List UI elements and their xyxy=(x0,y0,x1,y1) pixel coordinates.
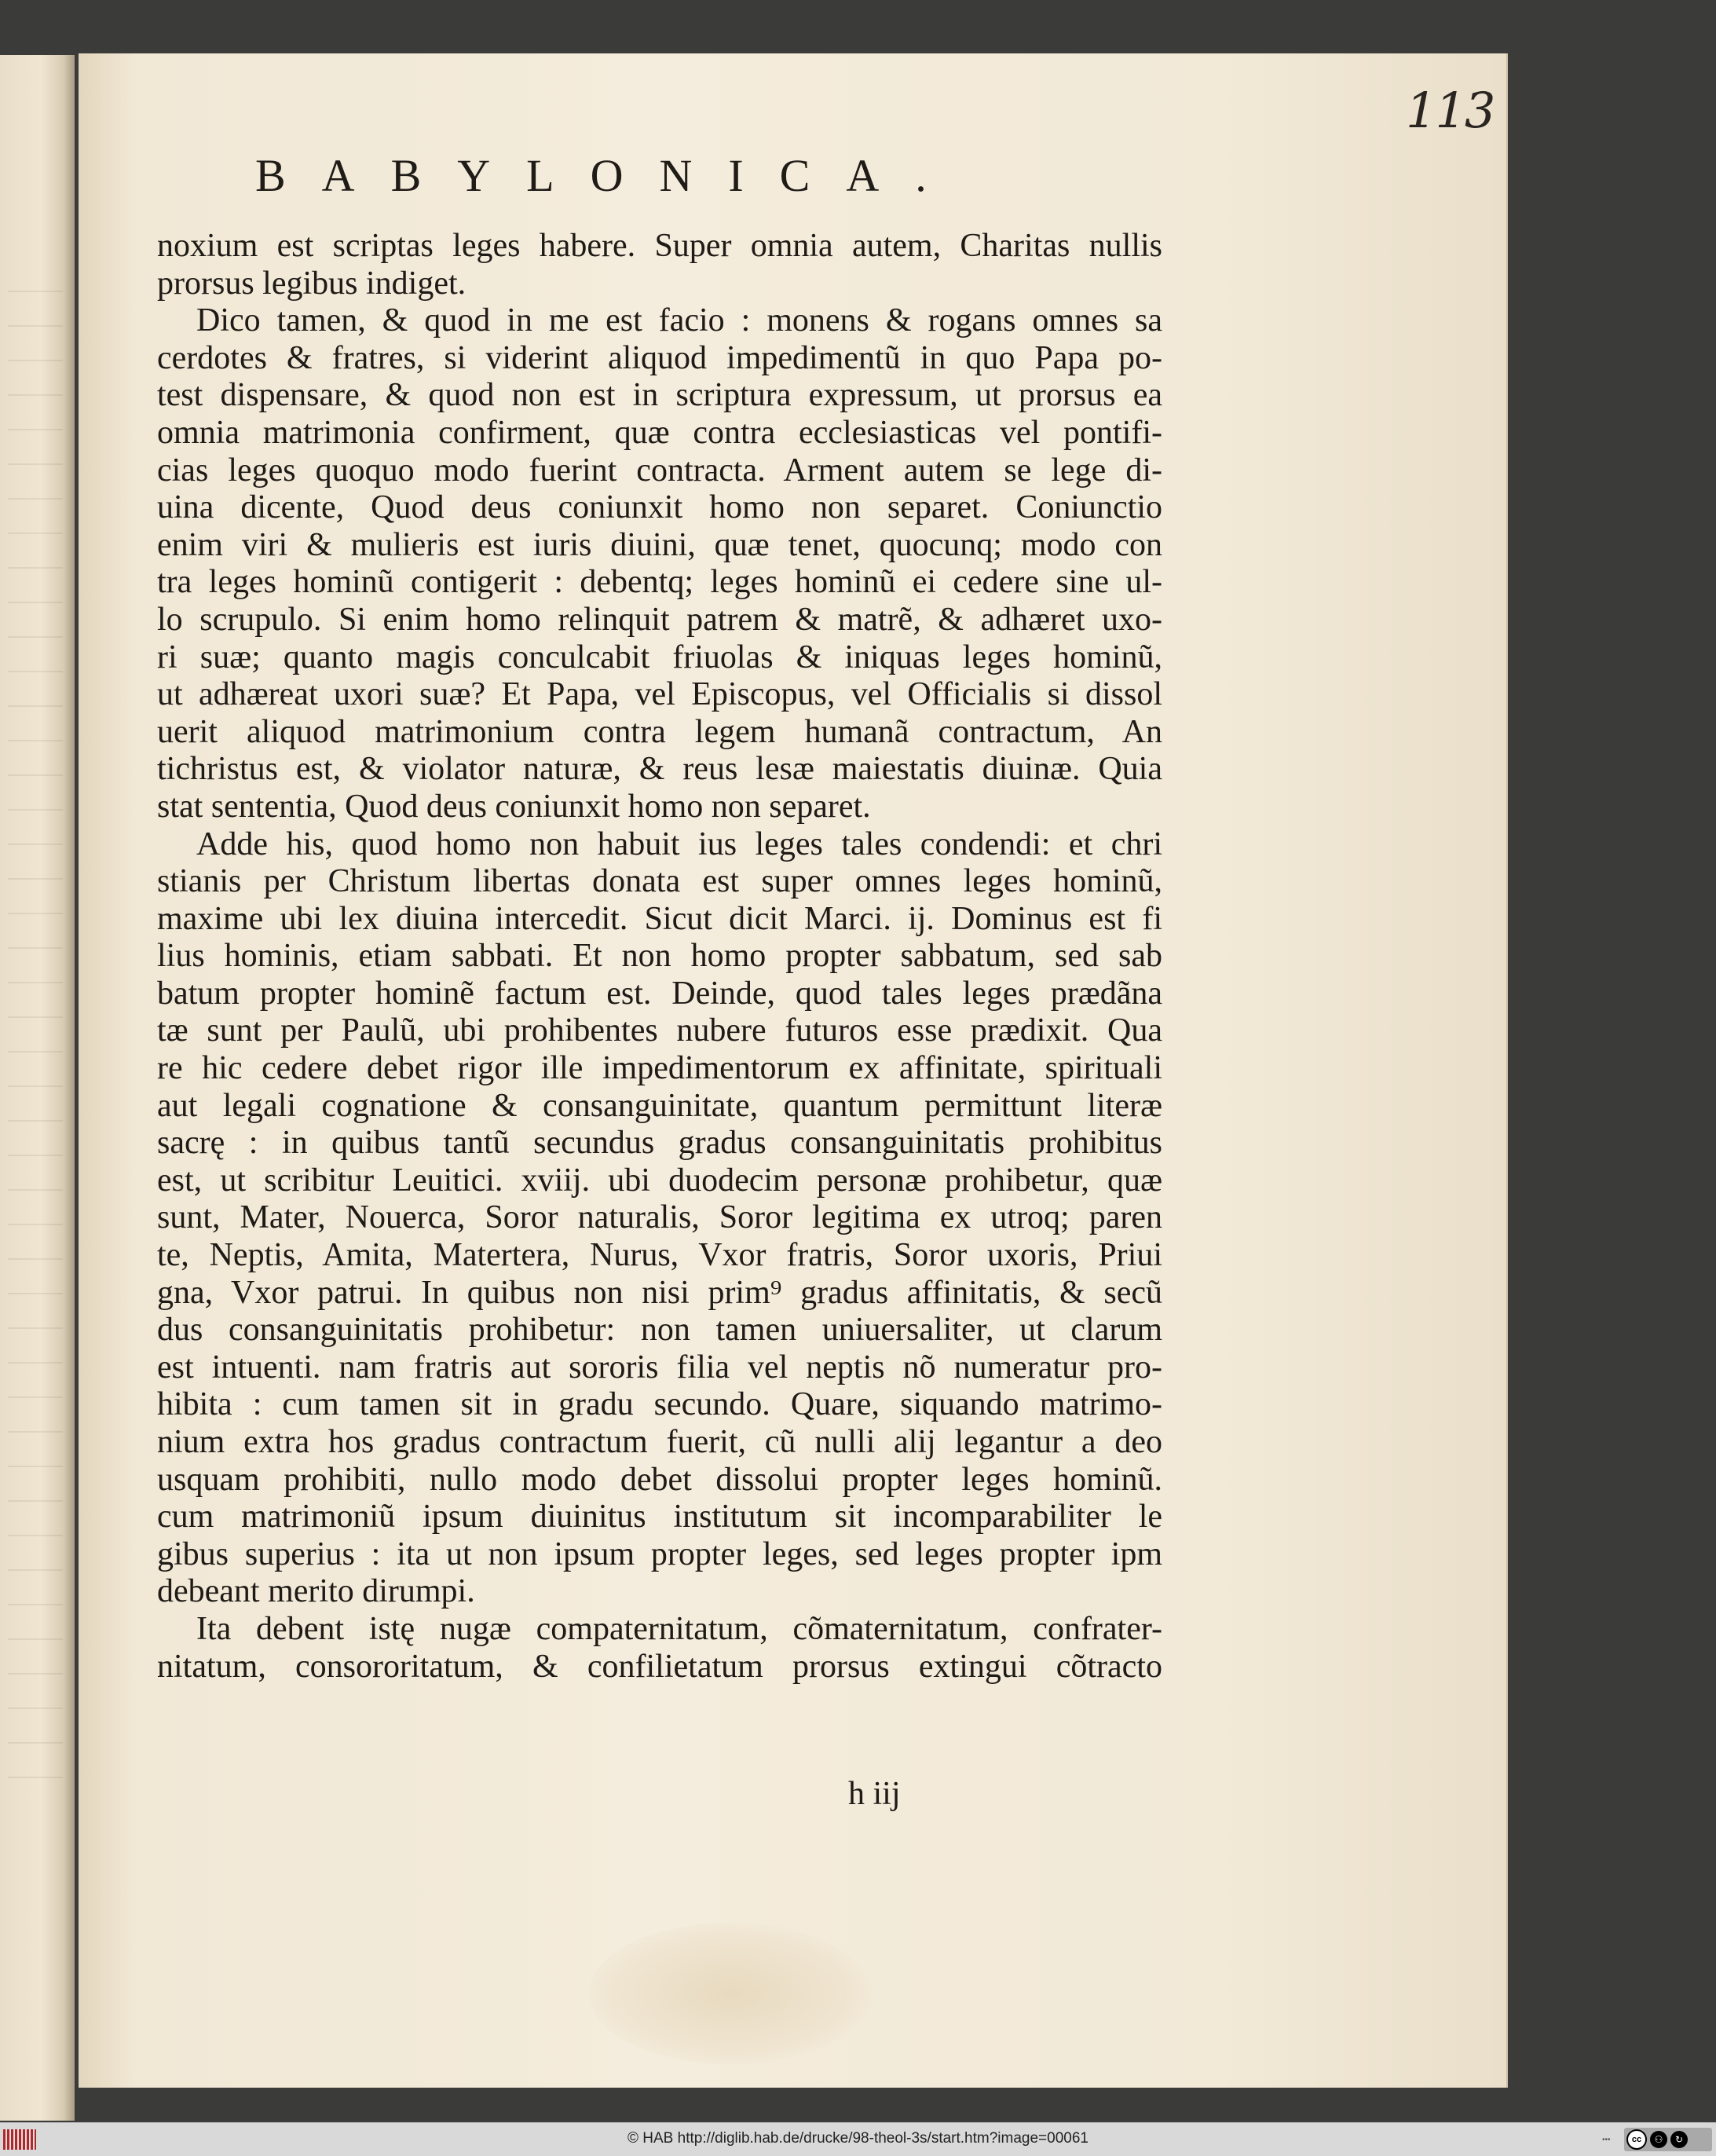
text-line: gna, Vxor patrui. In quibus non nisi prim⁹ gradus affinitatis, & secũ xyxy=(157,1274,1162,1311)
text-line: prorsus legibus indiget. xyxy=(157,265,467,302)
text-line: Ita debent istę nugæ compaternitatum, cõmaternitatum, confrater- xyxy=(196,1610,1162,1647)
text-line: lo scrupulo. Si enim homo relinquit patrem & matrẽ, & adhæret uxo- xyxy=(157,601,1162,638)
by-icon: ⚇ xyxy=(1650,2131,1667,2148)
text-line: sacrę : in quibus tantũ secundus gradus consanguinitatis prohibitus xyxy=(157,1125,1162,1162)
text-line: stat sententia, Quod deus coniunxit homo non separet. xyxy=(157,788,871,825)
text-line: hibita : cum tamen sit in gradu secundo. Quare, siquando matrimo- xyxy=(157,1386,1162,1423)
text-line: cias leges quoquo modo fuerint contracta. Arment autem se lege di- xyxy=(157,452,1162,489)
text-line: sunt, Mater, Nouerca, Soror naturalis, Soror legitima ex utroq; paren xyxy=(157,1199,1162,1236)
footer-credit[interactable]: © HAB http://diglib.hab.de/drucke/98-theol-3s/start.htm?image=00061 xyxy=(627,2130,1089,2147)
text-line: batum propter hominẽ factum est. Deinde, quod tales leges prædãna xyxy=(157,975,1162,1012)
text-line: lius hominis, etiam sabbati. Et non homo propter sabbatum, sed sab xyxy=(157,938,1162,975)
text-line: nium extra hos gradus contractum fuerit, cũ nulli alij legantur a deo xyxy=(157,1424,1162,1460)
running-head: BABYLONICA. xyxy=(255,150,963,201)
cc-icon: cc xyxy=(1626,2129,1647,2150)
sa-icon: ↻ xyxy=(1670,2131,1688,2148)
text-line: Adde his, quod homo non habuit ius leges tales condendi: et chri xyxy=(196,825,1162,862)
text-line: cerdotes & fratres, si viderint aliquod impedimentũ in quo Papa po- xyxy=(157,339,1162,376)
text-line: cum matrimoniũ ipsum diuinitus institutum sit incomparabiliter le xyxy=(157,1499,1162,1536)
text-line: Dico tamen, & quod in me est facio : monens & rogans omnes sa xyxy=(196,302,1162,339)
text-line: re hic cedere debet rigor ille impedimentorum ex affinitate, spirituali xyxy=(157,1050,1162,1087)
text-line: uerit aliquod matrimonium contra legem humanã contractum, An xyxy=(157,713,1162,750)
text-line: tra leges hominũ contigerit : debentq; leges hominũ ei cedere sine ul- xyxy=(157,564,1162,601)
text-line: usquam prohibiti, nullo modo debet dissolui propter leges hominũ. xyxy=(157,1461,1162,1498)
text-line: te, Neptis, Amita, Matertera, Nurus, Vxor fratris, Soror uxoris, Priui xyxy=(157,1237,1162,1274)
text-line: uina dicente, Quod deus coniunxit homo non separet. Coniunctio xyxy=(157,489,1162,526)
text-line: aut legali cognatione & consanguinitate, quantum permittunt literæ xyxy=(157,1087,1162,1124)
text-line: ut adhæreat uxori suæ? Et Papa, vel Episcopus, vel Officialis si dissol xyxy=(157,676,1162,713)
previous-page-bleed-text xyxy=(8,291,63,1783)
text-line: est intuenti. nam fratris aut sororis filia vel neptis nõ numeratur pro- xyxy=(157,1349,1162,1385)
text-line: nitatum, consororitatum, & confilietatum prorsus extingui cõtracto xyxy=(157,1648,1162,1685)
previous-page-edge xyxy=(0,55,75,2121)
text-line: noxium est scriptas leges habere. Super omnia autem, Charitas nullis xyxy=(157,228,1162,264)
text-line: dus consanguinitatis prohibetur: non tamen uniuersaliter, ut clarum xyxy=(157,1312,1162,1349)
paper-stain xyxy=(589,1923,872,2064)
text-line: test dispensare, & quod non est in scriptura expressum, ut prorsus ea xyxy=(157,377,1162,414)
text-line: debeant merito dirumpi. xyxy=(157,1573,475,1610)
license-badge[interactable] xyxy=(1624,2128,1712,2151)
text-line: maxime ubi lex diuina intercedit. Sicut dicit Marci. ij. Dominus est fi xyxy=(157,900,1162,937)
text-line: enim viri & mulieris est iuris diuini, quæ tenet, quocunq; modo con xyxy=(157,526,1162,563)
text-line: omnia matrimonia confirment, quæ contra ecclesiasticas vel pontifi- xyxy=(157,414,1162,451)
text-line: ri suæ; quanto magis conculcabit friuolas & iniquas leges hominũ, xyxy=(157,639,1162,675)
text-line: stianis per Christum libertas donata est super omnes leges hominũ, xyxy=(157,863,1162,900)
body-text xyxy=(157,228,1162,1686)
text-line: tæ sunt per Paulũ, ubi prohibentes nubere futuros esse prædixit. Qua xyxy=(157,1012,1162,1049)
text-line: tichristus est, & violator naturæ, & reus lesæ maiestatis diuinæ. Quia xyxy=(157,751,1162,788)
footer-bar xyxy=(0,2122,1716,2156)
scale-indicator: ••• xyxy=(1602,2136,1611,2144)
folio-number: 113 xyxy=(1406,82,1495,139)
text-line: gibus superius : ita ut non ipsum propter leges, sed leges propter ipm xyxy=(157,1536,1162,1572)
text-line: est, ut scribitur Leuitici. xviij. ubi duodecim personæ prohibetur, quæ xyxy=(157,1162,1162,1199)
signature-mark: h iij xyxy=(848,1776,901,1812)
